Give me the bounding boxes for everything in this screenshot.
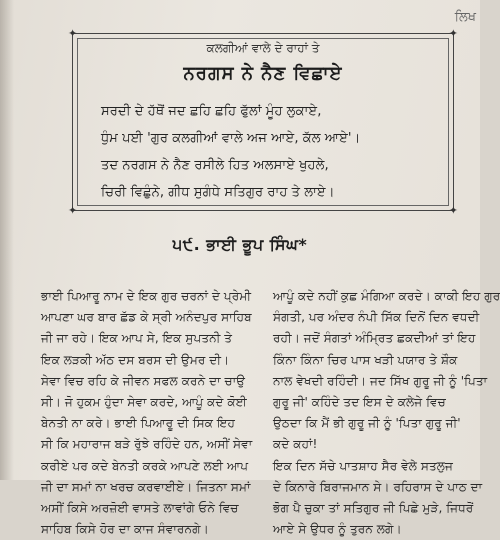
poem-verse bbox=[101, 98, 443, 206]
text-line: ਆਪਣਾ ਘਰ ਬਾਰ ਛੱਡ ਕੇ ਸ੍ਰੀ ਅਨੰਦਪੁਰ ਸਾਹਿਬ bbox=[41, 310, 252, 325]
section-heading: ੫੯. ਭਾਈ ਭੂਪ ਸਿੰਘ* bbox=[172, 235, 308, 254]
poem-subtitle: ਕਲਗੀਆਂ ਵਾਲੇ ਦੇ ਰਾਹਾਂ ਤੇ bbox=[206, 41, 320, 55]
verse-line: ਤਦ ਨਰਗਸ ਨੇ ਨੈਣ ਰਸੀਲੇ ਹਿਤ ਅਲਸਾਏ ਖੁਹਲੇ, bbox=[101, 158, 329, 173]
text-line: ਕਦੇ ਕਹਾਂ! bbox=[273, 437, 318, 452]
text-line: ਭੋਗ ਪੈ ਚੁਕਾ ਤਾਂ ਸਤਿਗੁਰ ਜੀ ਪਿਛੇ ਮੁੜੇ, ਜਿਧਰੋਂ bbox=[273, 500, 474, 515]
text-line: ਕਿੰਨਾ ਕਿੰਨਾ ਚਿਰ ਪਾਸ ਖੜੀ ਪਯਾਰ ਤੇ ਸ਼ੌਕ bbox=[273, 352, 458, 367]
right-column bbox=[273, 286, 500, 540]
text-line: ਦੇ ਕਿਨਾਰੇ ਬਿਰਾਜਮਾਨ ਸੇ। ਰਹਿਰਾਸ ਦੇ ਪਾਠ ਦਾ bbox=[273, 479, 483, 494]
text-line: ਜੀ ਜਾ ਰਹੇ। ਇਕ ਆਪ ਸੇ, ਇਕ ਸੁਪਤਨੀ ਤੇ bbox=[41, 331, 233, 346]
poem-box bbox=[68, 27, 458, 217]
poem-title: ਨਰਗਸ ਨੇ ਨੈਣ ਵਿਛਾਏ bbox=[183, 63, 343, 84]
text-line: ਗੁਰੂ ਜੀ' ਕਹਿੰਦੇ ਤਦ ਇਸ ਦੇ ਕਲੇਜੇ ਵਿਚ bbox=[273, 394, 446, 409]
verse-line: ਚਿਰੀ ਵਿਛੁੰਨੇ, ਗੀਧ ਸੁਗੰਧੇ ਸਤਿਗੁਰ ਰਾਹ ਤੇ ਲਾਏ। bbox=[101, 185, 335, 200]
text-line: ਸੰਗਤੀ, ਪਰ ਅੰਦਰ ਨੰਪੀ ਸਿੱਕ ਦਿਨੋਂ ਦਿਨ ਵਧਦੀ bbox=[273, 310, 480, 325]
text-line: ਰਹੀ। ਜਦੋਂ ਸੰਗਤਾਂ ਅੰਮ੍ਰਿਤ ਛਕਦੀਆਂ ਤਾਂ ਇਹ bbox=[273, 331, 476, 346]
text-line: ਸੀ। ਜੋ ਹੁਕਮ ਹੁੰਦਾ ਸੇਵਾ ਕਰਦੇ, ਆਪੂੰ ਕਦੇ ਕੋਈ bbox=[41, 394, 247, 409]
text-line: ਸੇਵਾ ਵਿਚ ਰਹਿ ਕੇ ਜੀਵਨ ਸਫਲ ਕਰਨੇ ਦਾ ਚਾਉ bbox=[41, 373, 246, 388]
text-line: ਇਕ ਲੜਕੀ ਅੱਠ ਦਸ ਬਰਸ ਦੀ ਉਮਰ ਦੀ। bbox=[41, 352, 230, 367]
text-line: ਆਪੂੰ ਕਦੇ ਨਹੀਂ ਕੁਛ ਮੰਗਿਆ ਕਰਦੇ। ਕਾਕੀ ਇਹ ਗੁਰ bbox=[273, 289, 500, 303]
adjacent-page-text: ਲਿਖ bbox=[454, 10, 476, 25]
text-line: ਸਾਹਿਬ ਕਿਸੇ ਹੋਰ ਦਾ ਕਾਜ ਸੰਵਾਰਨਗੇ। bbox=[41, 522, 209, 537]
ornament-icon: ✦ bbox=[68, 204, 78, 217]
text-line: ਅਸੀਂ ਕਿਸੇ ਅਰਜ਼ੋਈ ਵਾਸਤੇ ਲਾਵਾਂਗੇ ਓਨੇ ਵਿਚ bbox=[41, 500, 239, 515]
text-line: ਆਏ ਸੇ ਉਧਰ ਨੂੰ ਤੁਰਨ ਲਗੇ। bbox=[273, 522, 402, 537]
verse-line: ਧੁੰਮ ਪਈ 'ਗੁਰ ਕਲਗੀਆਂ ਵਾਲੇ ਅਜ ਆਏ, ਕੱਲ ਆਏ'। bbox=[101, 131, 361, 146]
ornament-icon: ✦ bbox=[448, 27, 458, 40]
text-line: ਕਰੀਏ ਪਰ ਕਦੇ ਬੇਨਤੀ ਕਰਕੇ ਆਪਣੇ ਲਈ ਆਪ bbox=[41, 458, 249, 473]
text-line: ਭਾਈ ਪਿਆਰੂ ਨਾਮ ਦੇ ਇਕ ਗੁਰ ਚਰਨਾਂ ਦੇ ਪ੍ਰੇਮੀ bbox=[41, 289, 252, 303]
left-column bbox=[41, 286, 267, 540]
ornament-icon: ✦ bbox=[448, 204, 458, 217]
text-line: ਉਠਦਾ ਕਿ ਮੈਂ ਭੀ ਗੁਰੂ ਜੀ ਨੂੰ 'ਪਿਤਾ ਗੁਰੂ ਜੀ' bbox=[273, 416, 461, 431]
ornament-icon: ✦ bbox=[68, 27, 78, 40]
text-line: ਨਾਲ ਵੇਖਦੀ ਰਹਿੰਦੀ। ਜਦ ਸਿੱਖ ਗੁਰੂ ਜੀ ਨੂੰ 'ਪਿਤਾ bbox=[273, 373, 488, 388]
verse-line: ਸਰਦੀ ਦੇ ਹੱਥੋਂ ਜਦ ਛਹਿ ਛਹਿ ਫੁੱਲਾਂ ਮੂੰਹ ਲੁਕਾਏ, bbox=[101, 104, 322, 119]
text-line: ਬੇਨਤੀ ਨਾ ਕਰੇ। ਭਾਈ ਪਿਆਰੂ ਦੀ ਸਿਕ ਇਹ bbox=[41, 416, 236, 431]
text-line: ਇਕ ਦਿਨ ਸੱਚੇ ਪਾਤਸ਼ਾਹ ਸੈਰ ਵੇਲੇ ਸਤਲੁਜ bbox=[273, 458, 453, 473]
text-line: ਸੀ ਕਿ ਮਹਾਰਾਜ ਬੜੇ ਰੁੱਝੇ ਰਹਿੰਦੇ ਹਨ, ਅਸੀਂ ਸੇਵਾ bbox=[41, 437, 253, 452]
text-line: ਜੀ ਦਾ ਸਮਾਂ ਨਾ ਖਰਚ ਕਰਵਾਈਏ। ਜਿਤਨਾ ਸਮਾਂ bbox=[41, 479, 251, 494]
